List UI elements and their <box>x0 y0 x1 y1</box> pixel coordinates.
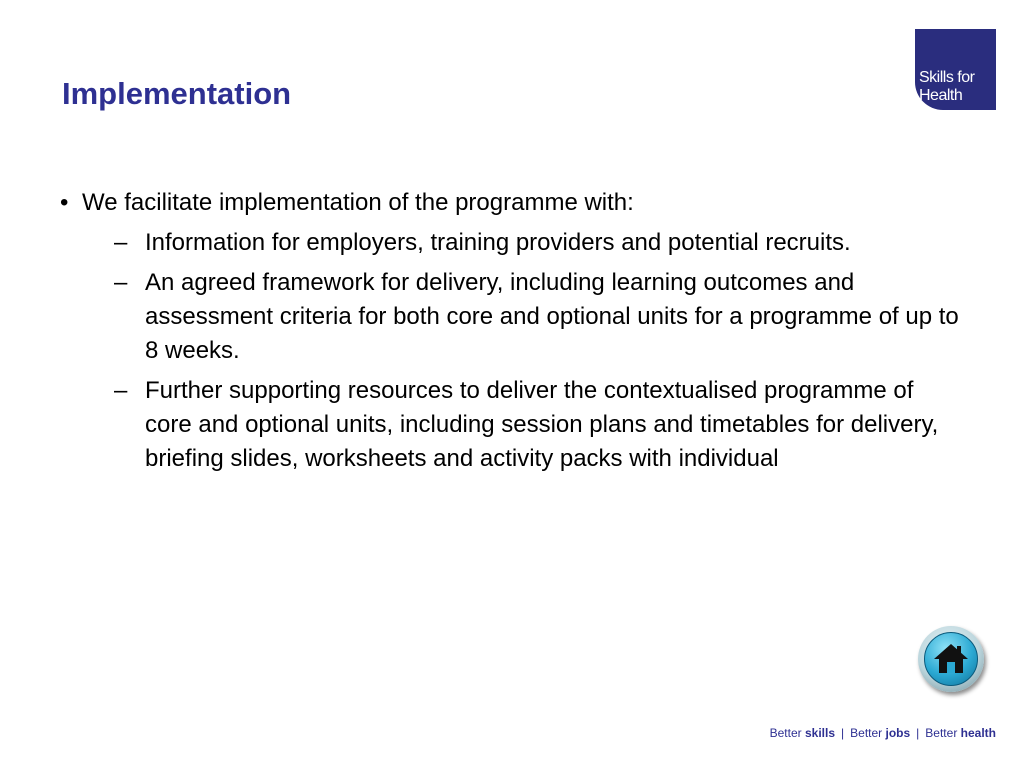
sub-bullet-item <box>60 374 960 476</box>
dash-marker: – <box>114 229 128 256</box>
dash-marker: – <box>114 377 128 404</box>
logo-line-1: Skills for <box>919 69 975 86</box>
dash-marker: – <box>114 269 128 296</box>
logo-line-2: Health <box>919 87 963 104</box>
footer-jobs: jobs <box>885 726 911 740</box>
home-icon <box>930 638 972 680</box>
footer-skills: skills <box>804 726 836 740</box>
footer-better-3: Better <box>925 726 961 740</box>
footer-better-2: Better <box>850 726 886 740</box>
footer-tagline <box>770 726 996 740</box>
sub-bullet-text: Further supporting resources to deliver the contextualised programme of core and optional units, including session plans and timetables for delivery, briefing slides, worksheets and activity packs with individual <box>145 377 939 472</box>
footer-separator: | <box>916 726 920 740</box>
sub-bullet-text: Information for employers, training providers and potential recruits. <box>145 229 851 256</box>
footer-separator: | <box>841 726 845 740</box>
slide-title: Implementation <box>62 76 292 111</box>
footer-health: health <box>960 726 996 740</box>
bullet-item: • We facilitate implementation of the programme with: <box>60 186 960 220</box>
sub-bullet-item <box>60 226 960 260</box>
footer-better-1: Better <box>769 726 805 740</box>
sub-bullet-text: An agreed framework for delivery, including learning outcomes and assessment criteria for both core and optional units for a programme of up to 8 weeks. <box>145 269 959 364</box>
home-button[interactable] <box>918 626 984 692</box>
skills-for-health-logo <box>915 29 996 110</box>
sub-bullet-item <box>60 266 960 368</box>
slide-content <box>60 186 960 476</box>
